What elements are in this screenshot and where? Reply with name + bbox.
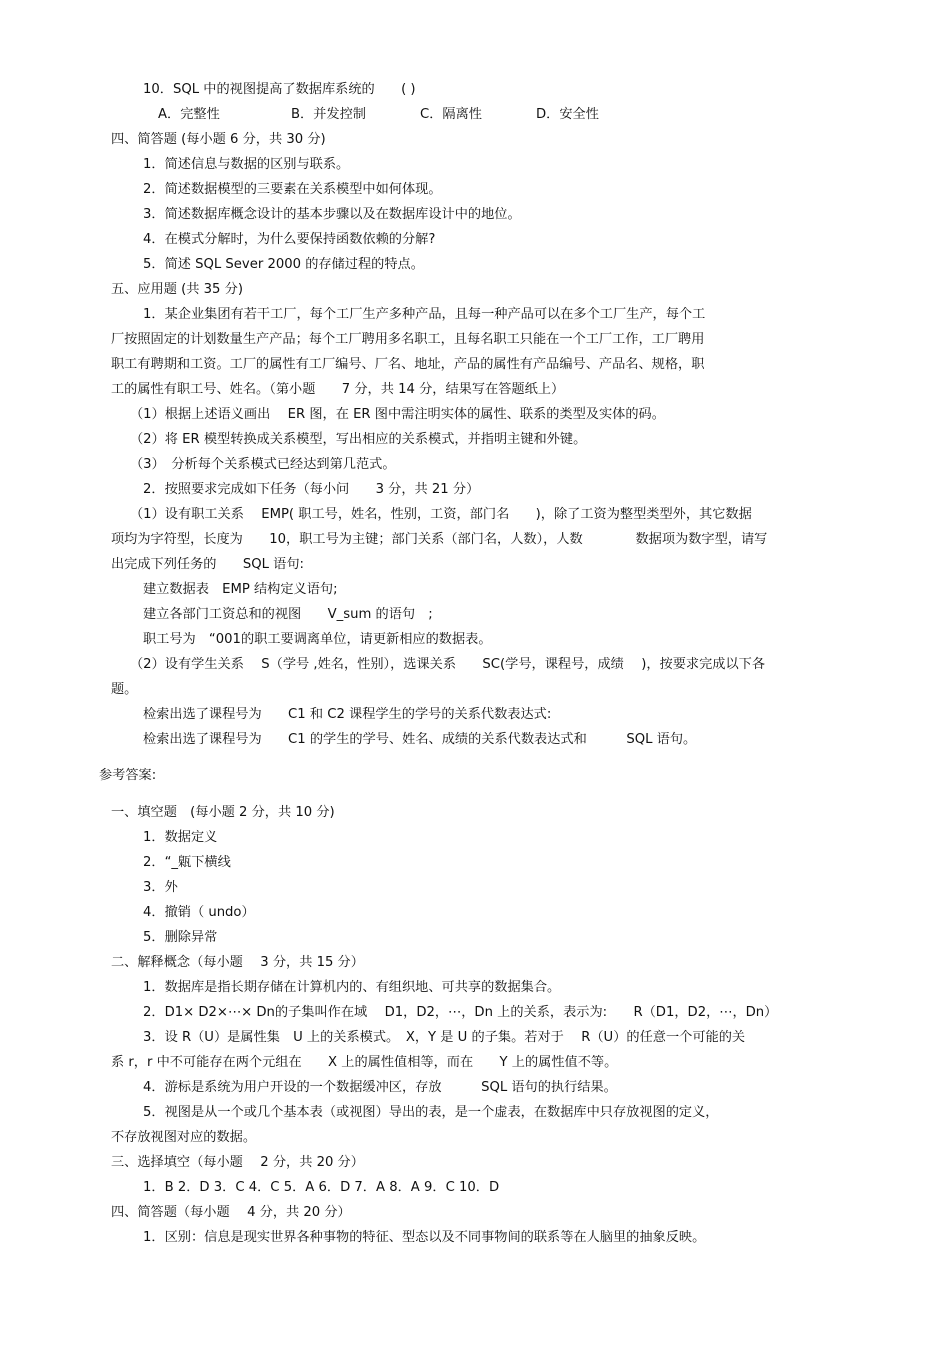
sub-question: （3） 分析每个关系模式已经达到第几范式。 [130,457,396,472]
short-answer-item: 3．简述数据库概念设计的基本步骤以及在数据库设计中的地位。 [143,207,521,222]
section-heading-short-answer: 四、简答题 (每小题 6 分，共 30 分) [111,132,326,147]
task-line: 建立数据表 EMP 结构定义语句; [143,582,338,597]
sub-question: （2）将 ER 模型转换成关系模型，写出相应的关系模式，并指明主键和外键。 [130,432,587,447]
answer-item: 2．D1× D2×⋯× Dn的子集叫作在域 D1，D2，⋯，Dn 上的关系，表示为: R（D1，D2，⋯，Dn） [143,1005,778,1020]
answer-item: 1．数据定义 [143,830,218,845]
answer-item: 2．“_甈下横线 [143,855,231,870]
option-d: D．安全性 [536,107,599,122]
task-line: 检索出选了课程号为 C1 的学生的学号、姓名、成绩的关系代数表达式和 SQL 语句。 [143,732,697,747]
answer-item: 不存放视图对应的数据。 [111,1130,257,1145]
paragraph-line: （2）设有学生关系 S（学号 ,姓名，性别），选课关系 SC(学号，课程号，成绩 )，按要求完成以下各 [130,657,766,672]
short-answer-item: 1．简述信息与数据的区别与联系。 [143,157,350,172]
answer-item: 系 r，r 中不可能存在两个元组在 X 上的属性值相等，而在 Y 上的属性值不等。 [111,1055,618,1070]
section-heading-concepts: 二、解释概念（每小题 3 分，共 15 分） [111,955,364,970]
answer-item: 4．撤销（ undo） [143,905,255,920]
task-line: 建立各部门工资总和的视图 V_sum 的语句 ; [143,607,433,622]
sub-question: （1）根据上述语义画出 ER 图，在 ER 图中需注明实体的属性、联系的类型及实体的码。 [130,407,665,422]
task-line: 职工号为 “001的职工要调离单位，请更新相应的数据表。 [143,632,492,647]
paragraph-line: 题。 [111,682,138,697]
paragraph-line: 1．某企业集团有若干工厂，每个工厂生产多种产品，且每一种产品可以在多个工厂生产，每个工 [143,307,706,322]
paragraph-line: （1）设有职工关系 EMP( 职工号，姓名，性别，工资，部门名 )，除了工资为整型类型外，其它数据 [130,507,752,522]
answer-item: 3．设 R（U）是属性集 U 上的关系模式。 X，Y 是 U 的子集。若对于 R（U）的任意一个可能的关 [143,1030,746,1045]
question-10: 10．SQL 中的视图提高了数据库系统的 ( ) [143,82,416,97]
option-a: A．完整性 [158,107,220,122]
section-heading-fill: 一、填空题 (每小题 2 分，共 10 分) [111,805,335,820]
answer-item: 3．外 [143,880,178,895]
paragraph-line: 2．按照要求完成如下任务（每小问 3 分，共 21 分） [143,482,480,497]
answer-item: 5．删除异常 [143,930,218,945]
answer-item: 1．区别：信息是现实世界各种事物的特征、型态以及不同事物间的联系等在人脑里的抽象反映。 [143,1230,706,1245]
paragraph-line: 职工有聘期和工资。工厂的属性有工厂编号、厂名、地址，产品的属性有产品编号、产品名、规格，职 [111,357,705,372]
option-b: B．并发控制 [291,107,366,122]
paragraph-line: 厂按照固定的计划数量生产产品；每个工厂聘用多名职工，且每名职工只能在一个工厂工作，工厂聘用 [111,332,705,347]
answers-title: 参考答案: [99,768,157,783]
answer-item: 5．视图是从一个或几个基本表（或视图）导出的表，是一个虚表，在数据库中只存放视图的定义， [143,1105,719,1120]
answer-item: 1．数据库是指长期存储在计算机内的、有组织地、可共享的数据集合。 [143,980,561,995]
answer-item: 1．B 2．D 3．C 4．C 5．A 6．D 7．A 8．A 9．C 10．D [143,1180,500,1195]
section-heading-choice: 三、选择填空（每小题 2 分，共 20 分） [111,1155,364,1170]
paragraph-line: 项均为字符型，长度为 10，职工号为主键；部门关系（部门名，人数），人数 数据项为数字型，请写 [111,532,768,547]
option-c: C．隔离性 [420,107,482,122]
short-answer-item: 4．在模式分解时，为什么要保持函数依赖的分解? [143,232,436,247]
paragraph-line: 出完成下列任务的 SQL 语句: [111,557,304,572]
section-heading-short: 四、简答题（每小题 4 分，共 20 分） [111,1205,351,1220]
paragraph-line: 工的属性有职工号、姓名。（第小题 7 分，共 14 分，结果写在答题纸上） [111,382,565,397]
short-answer-item: 2．简述数据模型的三要素在关系模型中如何体现。 [143,182,442,197]
answer-item: 4．游标是系统为用户开设的一个数据缓冲区，存放 SQL 语句的执行结果。 [143,1080,617,1095]
task-line: 检索出选了课程号为 C1 和 C2 课程学生的学号的关系代数表达式: [143,707,552,722]
short-answer-item: 5．简述 SQL Sever 2000 的存储过程的特点。 [143,257,424,272]
section-heading-application: 五、应用题 (共 35 分) [111,282,243,297]
